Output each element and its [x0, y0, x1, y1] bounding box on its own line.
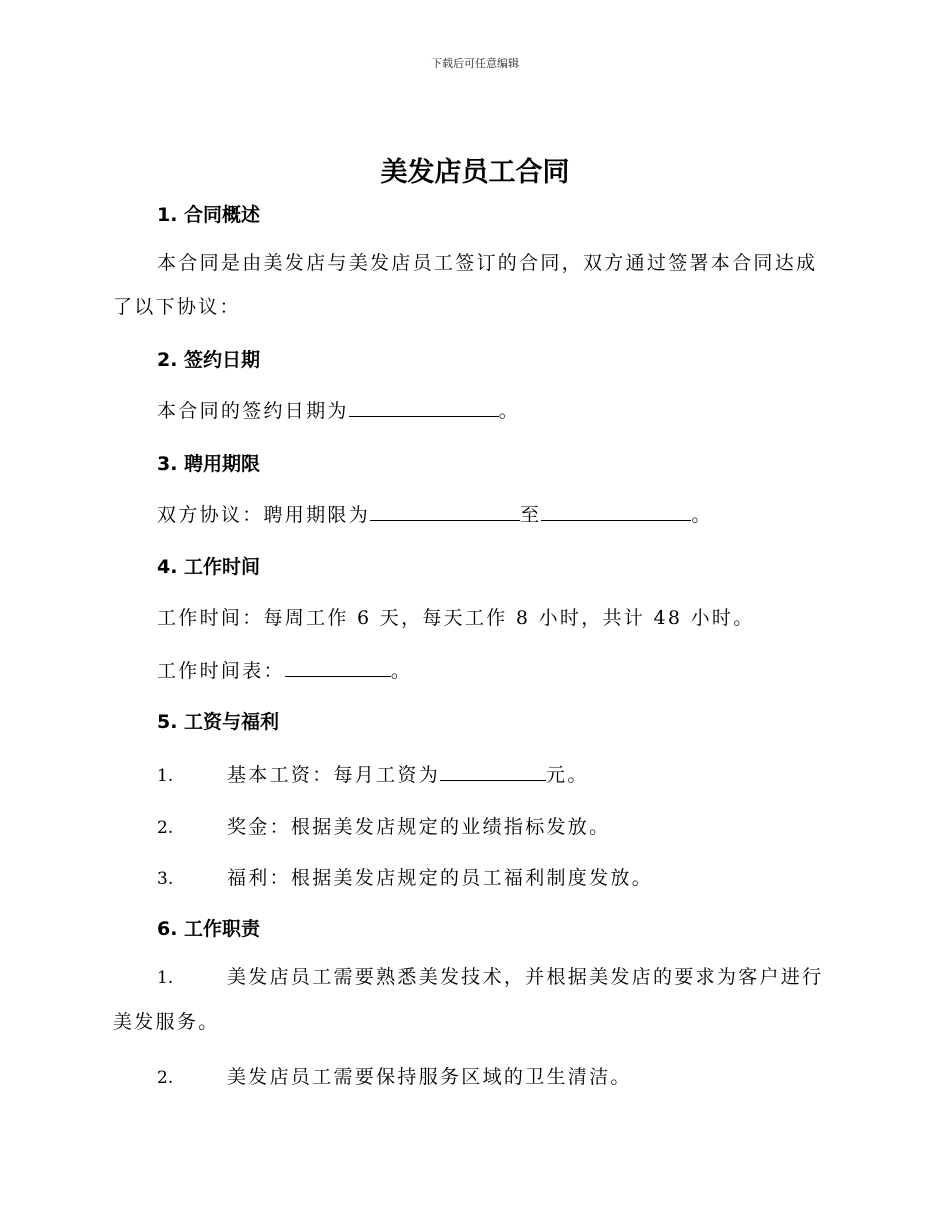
page-header-note: 下载后可任意编辑 — [431, 57, 519, 70]
working-hours-line: 工作时间：每周工作 6 天，每天工作 8 小时，共计 48 小时。 — [157, 607, 755, 629]
schedule-blank[interactable] — [285, 658, 391, 677]
signing-date-end: 。 — [498, 400, 521, 422]
base-salary-label: 基本工资：每月工资为 — [227, 764, 441, 786]
term-to-label: 至 — [520, 504, 542, 526]
section-heading-working-hours: 4. 工作时间 — [157, 556, 261, 578]
document-title: 美发店员工合同 — [380, 157, 570, 188]
duty-text: 美发店员工需要保持服务区域的卫生清洁。 — [227, 1066, 632, 1088]
section-body-overview: 本合同是由美发店与美发店员工签订的合同，双方通过签署本合同达成了以下协议： — [113, 252, 818, 318]
term-start-blank[interactable] — [370, 502, 520, 521]
benefits-text: 福利：根据美发店规定的员工福利制度发放。 — [227, 867, 654, 889]
section-heading-employment-term: 3. 聘用期限 — [157, 453, 261, 475]
schedule-line — [157, 656, 412, 683]
salary-unit: 元。 — [546, 764, 589, 786]
term-end-blank[interactable] — [541, 502, 691, 521]
salary-blank[interactable] — [440, 762, 546, 781]
list-number: 2. — [157, 818, 174, 838]
section-heading-salary-benefits: 5. 工资与福利 — [157, 711, 280, 733]
list-item — [157, 863, 653, 890]
list-number: 2. — [157, 1068, 174, 1088]
section-heading-signing-date: 2. 签约日期 — [157, 349, 261, 371]
list-item — [113, 955, 833, 1044]
list-number: 3. — [157, 869, 174, 889]
list-item — [157, 760, 589, 787]
bonus-text: 奖金：根据美发店规定的业绩指标发放。 — [227, 816, 611, 838]
signing-date-line — [157, 396, 520, 423]
duty-text: 美发店员工需要熟悉美发技术，并根据美发店的要求为客户进行美发服务。 — [113, 966, 824, 1033]
list-item — [157, 812, 610, 839]
schedule-label: 工作时间表： — [157, 660, 285, 682]
employment-term-end: 。 — [691, 504, 713, 526]
section-heading-duties: 6. 工作职责 — [157, 918, 261, 940]
employment-term-label: 双方协议：聘用期限为 — [157, 504, 371, 526]
section-heading-overview: 1. 合同概述 — [157, 204, 261, 226]
list-number: 1. — [157, 968, 174, 988]
schedule-end: 。 — [390, 660, 413, 682]
signing-date-label: 本合同的签约日期为 — [157, 400, 349, 422]
employment-term-line — [157, 500, 713, 527]
signing-date-blank[interactable] — [349, 398, 499, 417]
list-item — [157, 1062, 632, 1089]
list-number: 1. — [157, 766, 174, 786]
